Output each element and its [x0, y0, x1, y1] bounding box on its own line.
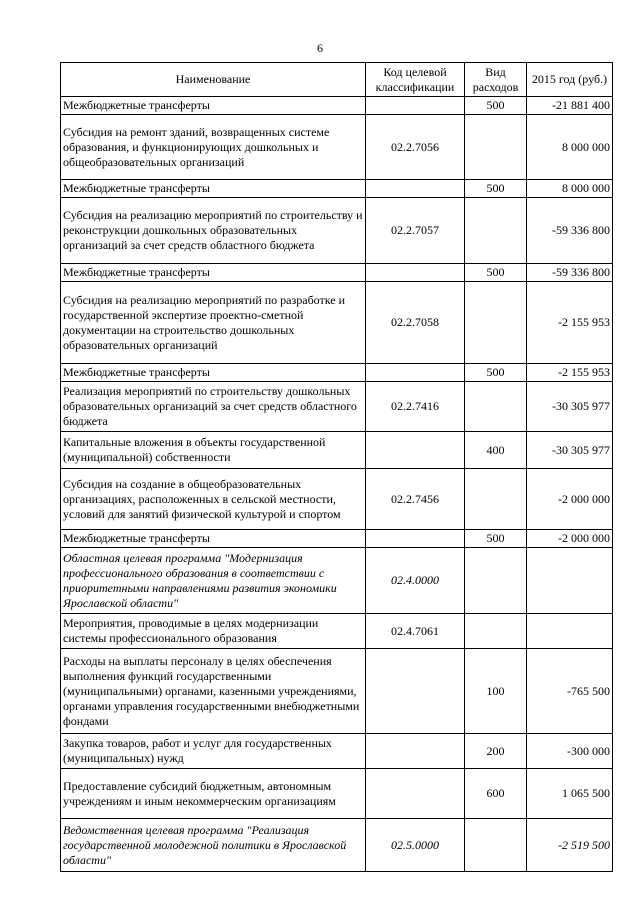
- row-code: 02.2.7456: [366, 469, 465, 530]
- row-amount: -2 000 000: [527, 469, 613, 530]
- row-name: Предоставление субсидий бюджетным, автономным учреждениям и иным некоммерческим организациям: [61, 769, 366, 819]
- row-name: Межбюджетные трансферты: [61, 364, 366, 382]
- table-row: [61, 432, 613, 469]
- row-amount: -2 155 953: [527, 282, 613, 364]
- row-code: [366, 649, 465, 734]
- row-name: Межбюджетные трансферты: [61, 264, 366, 282]
- row-amount: -21 881 400: [527, 97, 613, 115]
- table-row: [61, 734, 613, 769]
- table-row: [61, 198, 613, 264]
- row-name: Закупка товаров, работ и услуг для государственных (муниципальных) нужд: [61, 734, 366, 769]
- table-row: [61, 530, 613, 548]
- table-row: [61, 819, 613, 872]
- row-code: 02.5.0000: [366, 819, 465, 872]
- row-name: Субсидия на реализацию мероприятий по строительству и реконструкции дошкольных образовательных организаций за счет средств областного бюджета: [61, 198, 366, 264]
- row-code: [366, 364, 465, 382]
- row-name: Субсидия на реализацию мероприятий по разработке и государственной экспертизе проектно-сметной документации на строительство дошкольных образовательных организаций: [61, 282, 366, 364]
- row-expense-type: [465, 469, 527, 530]
- row-amount: -2 519 500: [527, 819, 613, 872]
- row-expense-type: [465, 548, 527, 614]
- table-row: [61, 97, 613, 115]
- row-amount: 8 000 000: [527, 180, 613, 198]
- row-code: 02.4.7061: [366, 614, 465, 649]
- row-code: [366, 769, 465, 819]
- row-name: Межбюджетные трансферты: [61, 530, 366, 548]
- row-expense-type: 500: [465, 364, 527, 382]
- row-expense-type: 100: [465, 649, 527, 734]
- row-amount: -300 000: [527, 734, 613, 769]
- row-expense-type: 200: [465, 734, 527, 769]
- column-header-type: Вид расходов: [465, 63, 527, 97]
- row-expense-type: 500: [465, 180, 527, 198]
- table-row: [61, 115, 613, 180]
- row-name: Мероприятия, проводимые в целях модернизации системы профессионального образования: [61, 614, 366, 649]
- row-amount: [527, 548, 613, 614]
- row-expense-type: [465, 282, 527, 364]
- table-row: [61, 614, 613, 649]
- row-expense-type: [465, 198, 527, 264]
- row-amount: 8 000 000: [527, 115, 613, 180]
- row-expense-type: 500: [465, 97, 527, 115]
- table-header-row: [61, 63, 613, 97]
- table-row: [61, 769, 613, 819]
- row-code: 02.2.7056: [366, 115, 465, 180]
- row-amount: -2 155 953: [527, 364, 613, 382]
- row-amount: -30 305 977: [527, 432, 613, 469]
- table-row: [61, 469, 613, 530]
- row-expense-type: [465, 115, 527, 180]
- page-number: 6: [317, 41, 323, 55]
- row-name: Субсидия на создание в общеобразовательных организациях, расположенных в сельской местности, условий для занятий физической культурой и спортом: [61, 469, 366, 530]
- row-amount: -59 336 800: [527, 198, 613, 264]
- row-name: Субсидия на ремонт зданий, возвращенных системе образования, и функционирующих дошкольных и общеобразовательных организаций: [61, 115, 366, 180]
- row-code: [366, 734, 465, 769]
- row-amount: 1 065 500: [527, 769, 613, 819]
- row-code: 02.2.7057: [366, 198, 465, 264]
- row-code: 02.2.7058: [366, 282, 465, 364]
- row-code: [366, 530, 465, 548]
- row-expense-type: 600: [465, 769, 527, 819]
- column-header-code: Код целевой классификации: [366, 63, 465, 97]
- table-row: [61, 364, 613, 382]
- row-name: Областная целевая программа "Модернизация профессионального образования в соответствии с приоритетными направлениями развития экономики Ярославской области": [61, 548, 366, 614]
- row-code: [366, 180, 465, 198]
- row-code: [366, 432, 465, 469]
- row-name: Межбюджетные трансферты: [61, 97, 366, 115]
- row-expense-type: 400: [465, 432, 527, 469]
- row-expense-type: [465, 382, 527, 432]
- table-row: [61, 264, 613, 282]
- row-name: Расходы на выплаты персоналу в целях обеспечения выполнения функций государственными (муниципальными) органами, казенными учреждениями, органами управления государственными внебюджетными фондами: [61, 649, 366, 734]
- row-name: Реализация мероприятий по строительству дошкольных образовательных организаций за счет средств областного бюджета: [61, 382, 366, 432]
- table-row: [61, 649, 613, 734]
- table-row: [61, 382, 613, 432]
- row-code: 02.4.0000: [366, 548, 465, 614]
- column-header-amount: 2015 год (руб.): [527, 63, 613, 97]
- row-name: Ведомственная целевая программа "Реализация государственной молодежной политики в Ярославской области": [61, 819, 366, 872]
- row-expense-type: 500: [465, 530, 527, 548]
- row-code: [366, 97, 465, 115]
- row-code: [366, 264, 465, 282]
- row-amount: [527, 614, 613, 649]
- row-amount: -765 500: [527, 649, 613, 734]
- table-row: [61, 548, 613, 614]
- table-row: [61, 180, 613, 198]
- row-amount: -59 336 800: [527, 264, 613, 282]
- row-expense-type: [465, 819, 527, 872]
- row-code: 02.2.7416: [366, 382, 465, 432]
- row-amount: -30 305 977: [527, 382, 613, 432]
- column-header-name: Наименование: [61, 63, 366, 97]
- table-row: [61, 282, 613, 364]
- budget-table: [60, 62, 613, 872]
- row-expense-type: [465, 614, 527, 649]
- row-expense-type: 500: [465, 264, 527, 282]
- row-name: Межбюджетные трансферты: [61, 180, 366, 198]
- row-name: Капитальные вложения в объекты государственной (муниципальной) собственности: [61, 432, 366, 469]
- row-amount: -2 000 000: [527, 530, 613, 548]
